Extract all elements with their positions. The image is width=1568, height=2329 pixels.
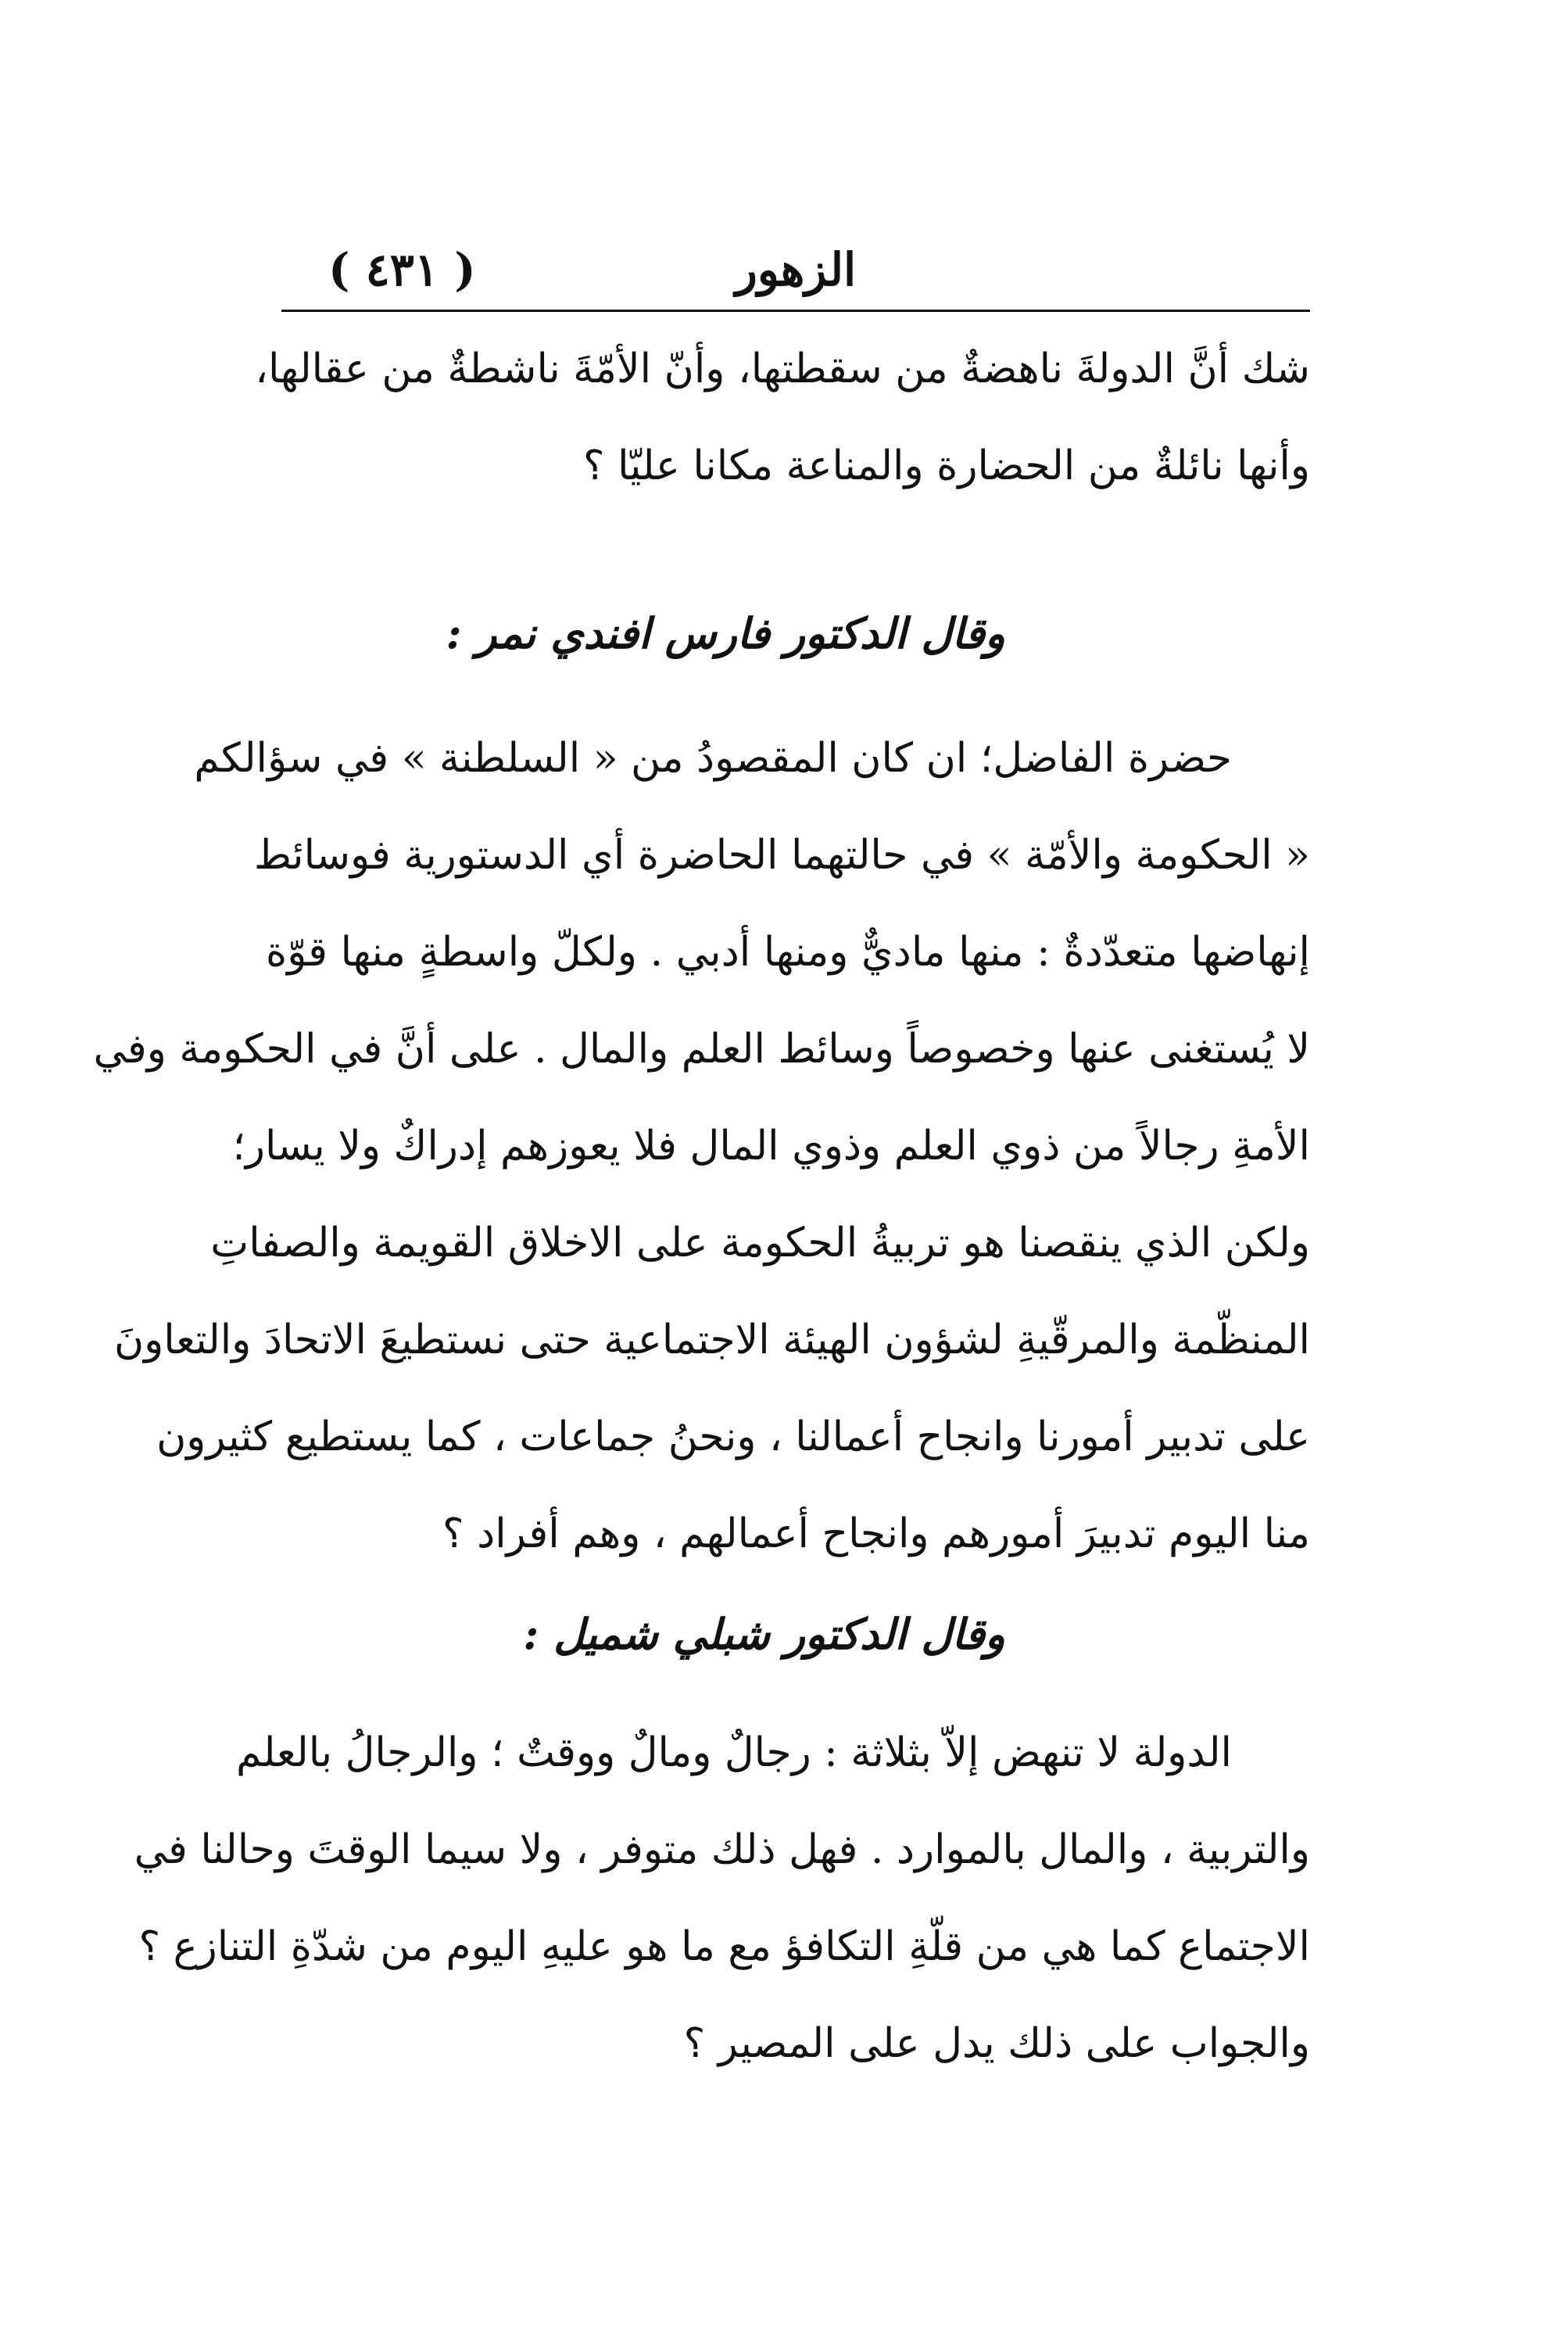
page-header xyxy=(281,235,1310,305)
running-title: الزهور xyxy=(735,243,857,296)
header-rule xyxy=(281,310,1310,312)
speaker-heading: وقال الدكتور شبلي شميل : xyxy=(523,1609,1005,1659)
page-number: ( ٤٣١ ) xyxy=(328,243,476,296)
paragraph-line: إنهاضها متعدّدةٌ : منها ماديٌّ ومنها أدبي . ولكلّ واسطةٍ منها قوّة xyxy=(266,929,1310,976)
paragraph-line: الأمةِ رجالاً من ذوي العلم وذوي المال فلا يعوزهم إدراكٌ ولا يسار؛ xyxy=(232,1123,1310,1170)
section1-paragraph xyxy=(93,710,1310,1582)
paragraph-line: المنظّمة والمرقّيةِ لشؤون الهيئة الاجتماعية حتى نستطيعَ الاتحادَ والتعاونَ xyxy=(113,1317,1310,1363)
paragraph-line: والتربية ، والمال بالموارد . فهل ذلك متوفر ، ولا سيما الوقتَ وحالنا في xyxy=(134,1826,1310,1873)
paragraph-line: وأنها نائلةٌ من الحضارة والمناعة مكانا عليّا ؟ xyxy=(582,443,1310,489)
paragraph-line: « الحكومة والأمّة » في حالتهما الحاضرة أي الدستورية فوسائط xyxy=(253,832,1310,879)
paragraph-line: على تدبير أمورنا وانجاح أعمالنا ، ونحنُ جماعات ، كما يستطيع كثيرون xyxy=(156,1414,1310,1460)
paragraph-line: حضرة الفاضل؛ ان كان المقصودُ من « السلطنة » في سؤالكم xyxy=(194,735,1232,782)
speaker-heading: وقال الدكتور فارس افندي نمر : xyxy=(446,608,1005,658)
paragraph-line: ولكن الذي ينقصنا هو تربيةُ الحكومة على الاخلاق القويمة والصفاتِ xyxy=(210,1220,1310,1267)
paragraph-line: والجواب على ذلك يدل على المصير ؟ xyxy=(683,2020,1310,2067)
paragraph-line: الدولة لا تنهض إلاّ بثلاثة : رجالٌ ومالٌ ووقتٌ ؛ والرجالُ بالعلم xyxy=(236,1729,1232,1776)
paragraph-line: شك أنَّ الدولةَ ناهضةٌ من سقطتها، وأنّ الأمّةَ ناشطةٌ من عقالها، xyxy=(255,346,1310,392)
intro-paragraph xyxy=(255,321,1310,514)
section2-paragraph xyxy=(134,1704,1310,2092)
paragraph-line: لا يُستغنى عنها وخصوصاً وسائط العلم والمال . على أنَّ في الحكومة وفي xyxy=(93,1026,1310,1073)
paragraph-line: منا اليوم تدبيرَ أمورهم وانجاح أعمالهم ، وهم أفراد ؟ xyxy=(442,1510,1310,1557)
paragraph-line: الاجتماع كما هي من قلّةِ التكافؤ مع ما هو عليهِ اليوم من شدّةِ التنازع ؟ xyxy=(138,1923,1310,1970)
